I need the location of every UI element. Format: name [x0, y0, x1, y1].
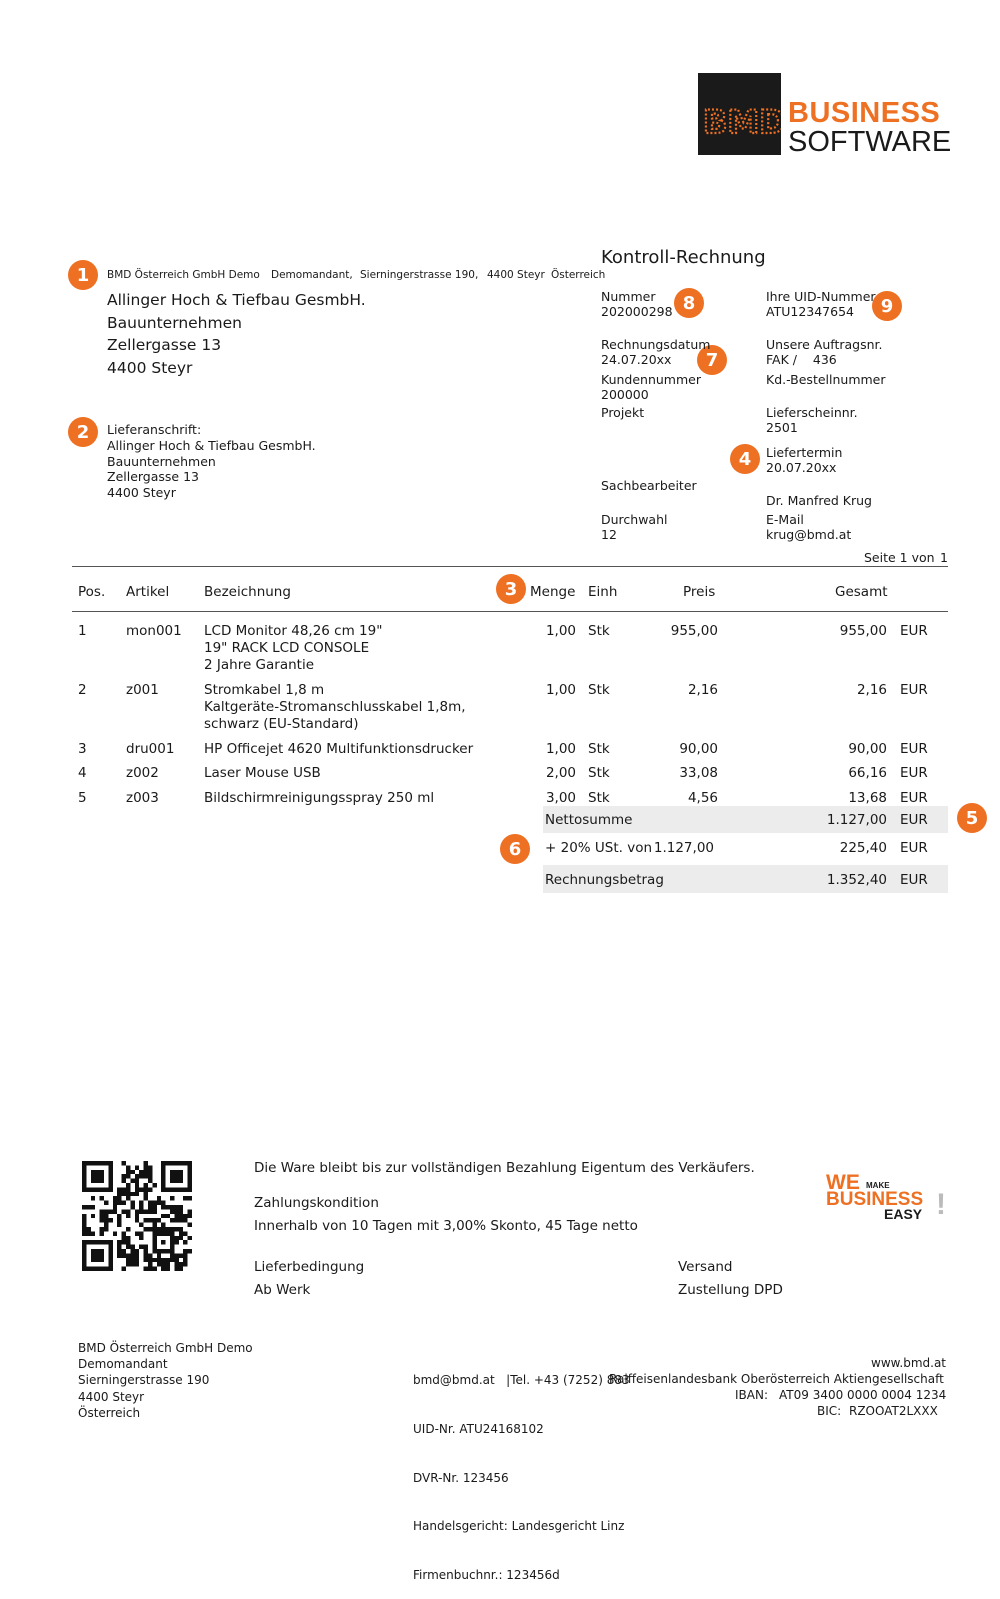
liefertermin-block [766, 445, 842, 475]
row-gesamt: 13,68 [848, 790, 887, 806]
betrag-value: 1.352,40 [826, 872, 887, 888]
row-gesamt: 2,16 [856, 682, 887, 698]
row-menge: 3,00 [545, 790, 576, 806]
zahlung-value: Innerhalb von 10 Tagen mit 3,00% Skonto, 45 Tage netto [254, 1218, 638, 1234]
durchwahl-block [601, 512, 668, 542]
netto-label: Nettosumme [545, 812, 633, 828]
header-menge: Menge [530, 584, 576, 600]
netto-value: 1.127,00 [826, 812, 887, 828]
table-header-rule [72, 611, 948, 612]
sender-mandant: Demomandant, [271, 269, 353, 281]
footer-line: Österreich [78, 1405, 141, 1420]
footer-line: BMD Österreich GmbH Demo [78, 1341, 253, 1355]
eigentum-note: Die Ware bleibt bis zur vollständigen Bezahlung Eigentum des Verkäufers. [254, 1160, 755, 1176]
footer-bic-label: BIC: [817, 1404, 842, 1418]
row-einh: Stk [588, 790, 610, 806]
footer-line: DVR-Nr. 123456 [413, 1470, 509, 1485]
row-menge: 1,00 [545, 682, 576, 698]
row-einh: Stk [588, 682, 610, 698]
bez-line: Bildschirmreinigungsspray 250 ml [204, 790, 435, 806]
footer-bank: Raiffeisenlandesbank Oberösterreich Aktiengesellschaft [609, 1372, 944, 1386]
projekt-label: Projekt [601, 405, 645, 420]
badge-6: 6 [500, 834, 530, 864]
recipient-line: 4400 Steyr [107, 358, 193, 377]
row-pos: 4 [78, 765, 87, 781]
nummer-block [601, 289, 673, 319]
betrag-label: Rechnungsbetrag [545, 872, 664, 888]
bez-line: LCD Monitor 48,26 cm 19" [204, 623, 383, 639]
row-gesamt: 66,16 [848, 765, 887, 781]
header-bezeichnung: Bezeichnung [204, 584, 291, 600]
row-bezeichnung [204, 790, 434, 807]
lieferschein-value: 2501 [766, 420, 798, 435]
auftrag-label: Unsere Auftragsnr. [766, 337, 883, 352]
badge-7: 7 [697, 345, 727, 375]
bez-line: 2 Jahre Garantie [204, 657, 315, 673]
ust-label: + 20% USt. von [545, 840, 653, 856]
durchwahl-label: Durchwahl [601, 512, 668, 527]
page-indicator: Seite 1 von [864, 550, 935, 565]
row-artikel: dru001 [126, 741, 175, 757]
kunde-label: Kundennummer [601, 372, 701, 387]
auftrag-block [766, 337, 883, 367]
row-currency: EUR [900, 623, 928, 639]
row-currency: EUR [900, 682, 928, 698]
ust-base: 1.127,00 [653, 840, 714, 856]
row-gesamt: 955,00 [839, 623, 887, 639]
svg-text:BMD: BMD [703, 103, 781, 141]
row-menge: 1,00 [545, 623, 576, 639]
versand-value: Zustellung DPD [678, 1282, 783, 1298]
slogan-exclamation: ! [936, 1188, 946, 1221]
row-gesamt: 90,00 [848, 741, 887, 757]
betrag-currency: EUR [900, 872, 928, 888]
row-artikel: z001 [126, 682, 159, 698]
delivery-line: Zellergasse 13 [107, 469, 199, 485]
sender-country: Österreich [551, 269, 606, 281]
footer-line: Firmenbuchnr.: 123456d [413, 1567, 560, 1582]
row-currency: EUR [900, 765, 928, 781]
row-currency: EUR [900, 790, 928, 806]
kunde-block [601, 372, 701, 402]
uid-value: ATU12347654 [766, 304, 854, 319]
ust-value: 225,40 [839, 840, 887, 856]
header-preis: Preis [683, 584, 716, 600]
nummer-label: Nummer [601, 289, 656, 304]
row-bezeichnung [204, 765, 321, 782]
badge-1: 1 [68, 260, 98, 290]
header-einh: Einh [588, 584, 618, 600]
durchwahl-value: 12 [601, 527, 617, 542]
sender-city: 4400 Steyr [487, 269, 545, 281]
row-preis: 4,56 [687, 790, 718, 806]
slogan-business: BUSINESS [826, 1189, 924, 1210]
slogan-we: WE [826, 1171, 860, 1194]
row-artikel: mon001 [126, 623, 182, 639]
row-preis: 2,16 [687, 682, 718, 698]
row-preis: 33,08 [679, 765, 718, 781]
row-einh: Stk [588, 741, 610, 757]
slogan-easy: EASY [884, 1206, 923, 1222]
badge-4: 4 [730, 444, 760, 474]
zahlung-label: Zahlungskondition [254, 1195, 379, 1211]
page-count: 1 [940, 550, 948, 565]
sender-company: BMD Österreich GmbH Demo [107, 269, 260, 281]
footer-iban: AT09 3400 0000 0004 1234 [779, 1388, 947, 1402]
bez-line: HP Officejet 4620 Multifunktionsdrucker [204, 741, 474, 757]
delivery-address [107, 422, 316, 501]
uid-label: Ihre UID-Nummer [766, 289, 876, 304]
delivery-line: Bauunternehmen [107, 453, 216, 469]
email-label: E-Mail [766, 512, 804, 527]
footer-iban-label: IBAN: [735, 1388, 768, 1402]
row-bezeichnung [204, 682, 466, 733]
footer-line: Sierningerstrasse 190 [78, 1373, 210, 1388]
bmd-logo-mark [698, 73, 781, 155]
row-preis: 955,00 [670, 623, 718, 639]
footer-web: www.bmd.at [871, 1356, 946, 1370]
bez-line: 19" RACK LCD CONSOLE [204, 640, 370, 656]
slogan-make: MAKE [866, 1181, 890, 1190]
row-bezeichnung [204, 623, 382, 674]
row-bezeichnung [204, 741, 473, 758]
uid-block [766, 289, 876, 319]
badge-3: 3 [496, 574, 526, 604]
recipient-line: Allinger Hoch & Tiefbau GesmbH. [107, 291, 366, 309]
row-preis: 90,00 [679, 741, 718, 757]
row-einh: Stk [588, 765, 610, 781]
sachbearbeiter-label: Sachbearbeiter [601, 478, 697, 493]
row-artikel: z003 [126, 790, 159, 806]
delivery-line: Allinger Hoch & Tiefbau GesmbH. [107, 437, 316, 453]
liefer-label: Lieferbedingung [254, 1259, 365, 1275]
row-currency: EUR [900, 741, 928, 757]
footer-line: bmd@bmd.at |Tel. +43 (7252) 883 [413, 1373, 630, 1388]
versand-label: Versand [678, 1259, 733, 1275]
recipient-line: Zellergasse 13 [107, 336, 222, 354]
row-pos: 1 [78, 623, 87, 639]
ust-currency: EUR [900, 840, 928, 856]
datum-block [601, 337, 710, 367]
logo-text-software: SOFTWARE [788, 126, 952, 158]
footer-company [78, 1340, 253, 1421]
sender-street: Sierningerstrasse 190, [360, 269, 479, 281]
bestell-label: Kd.-Bestellnummer [766, 372, 886, 387]
bez-line: schwarz (EU-Standard) [204, 716, 359, 732]
logo-text-business: BUSINESS [788, 97, 941, 129]
badge-8: 8 [674, 288, 704, 318]
badge-2: 2 [68, 417, 98, 447]
netto-currency: EUR [900, 812, 928, 828]
header-artikel: Artikel [126, 584, 170, 600]
row-artikel: z002 [126, 765, 159, 781]
lieferschein-label: Lieferscheinnr. [766, 405, 858, 420]
row-einh: Stk [588, 623, 610, 639]
footer-line: 4400 Steyr [78, 1389, 145, 1404]
row-pos: 3 [78, 741, 87, 757]
delivery-label: Lieferanschrift: [107, 422, 202, 437]
table-top-rule [72, 566, 948, 567]
email-value: krug@bmd.at [766, 527, 852, 542]
footer-line: Demomandant [78, 1357, 168, 1372]
row-pos: 5 [78, 790, 87, 806]
recipient-line: Bauunternehmen [107, 313, 242, 332]
row-menge: 1,00 [545, 741, 576, 757]
qr-code [82, 1161, 192, 1271]
email-block [766, 512, 851, 542]
header-gesamt: Gesamt [835, 584, 888, 600]
nummer-value: 202000298 [601, 304, 673, 319]
row-menge: 2,00 [545, 765, 576, 781]
document-title: Kontroll-Rechnung [601, 247, 766, 268]
footer-contact [413, 1340, 630, 1599]
bez-line: Laser Mouse USB [204, 765, 321, 781]
datum-value: 24.07.20xx [601, 352, 672, 367]
liefertermin-value: 20.07.20xx [766, 460, 837, 475]
bez-line: Stromkabel 1,8 m [204, 682, 325, 698]
badge-5: 5 [957, 803, 987, 833]
header-pos: Pos. [78, 584, 106, 600]
liefertermin-label: Liefertermin [766, 445, 843, 460]
lieferschein-block [766, 405, 858, 435]
footer-line: Handelsgericht: Landesgericht Linz [413, 1519, 625, 1534]
delivery-line: 4400 Steyr [107, 485, 176, 501]
slogan-logo [826, 1172, 951, 1224]
bez-line: Kaltgeräte-Stromanschlusskabel 1,8m, [204, 699, 466, 715]
liefer-value: Ab Werk [254, 1282, 311, 1298]
sachbearbeiter-value: Dr. Manfred Krug [766, 493, 872, 508]
auftrag-value: FAK / 436 [766, 352, 837, 367]
row-pos: 2 [78, 682, 87, 698]
recipient-address [107, 289, 366, 379]
datum-label: Rechnungsdatum [601, 337, 711, 352]
badge-9: 9 [872, 291, 902, 321]
footer-line: UID-Nr. ATU24168102 [413, 1422, 544, 1437]
kunde-value: 200000 [601, 387, 649, 402]
footer-bic: RZOOAT2LXXX [849, 1404, 938, 1418]
